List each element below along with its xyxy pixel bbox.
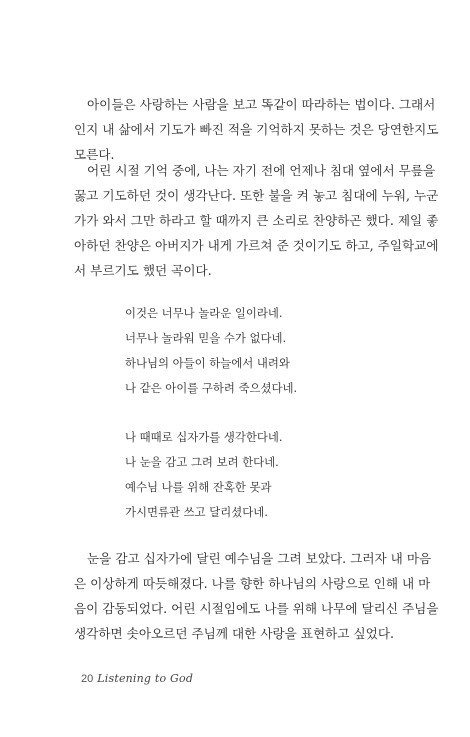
verse-line: 가시면류관 쓰고 달리셨다네. [125, 505, 268, 519]
text-line: 아하던 찬양은 아버지가 내게 가르쳐 준 것이기도 하고, 주일학교에 [74, 238, 439, 253]
verse-line: 나 때때로 십자가를 생각한다네. [125, 430, 283, 444]
running-title: Listening to God [97, 672, 194, 685]
text-line: 어린 시절 기억 중에, 나는 자기 전에 언제나 침대 옆에서 무릎을 [87, 163, 436, 178]
text-line: 눈을 감고 십자가에 달린 예수님을 그려 보았다. 그러자 내 마음 [87, 551, 432, 566]
verse-line: 나 같은 아이를 구하려 죽으셨다네. [125, 381, 298, 395]
text-line: 모른다. [74, 147, 115, 162]
paragraph-2 [74, 158, 439, 283]
text-line: 서 부르기도 했던 곡이다. [74, 263, 212, 278]
text-line: 인지 내 삶에서 기도가 빠진 적을 기억하지 못하는 것은 당연한지도 [74, 122, 439, 137]
text-line: 생각하면 솟아오르던 주님께 대한 사랑을 표현하고 싶었다. [74, 626, 394, 641]
page-footer [81, 672, 193, 685]
verse-line: 예수님 나를 위해 잔혹한 못과 [125, 480, 272, 494]
verse-line: 이것은 너무나 놀라운 일이라네. [125, 306, 283, 320]
paragraph-1 [74, 92, 439, 167]
page-number: 20 [81, 673, 94, 685]
paragraph-3 [74, 546, 439, 646]
verse-stanza-1 [125, 301, 297, 401]
verse-line: 하나님의 아들이 하늘에서 내려와 [125, 356, 290, 370]
text-line: 가가 와서 그만 하라고 할 때까지 큰 소리로 찬양하곤 했다. 제일 좋 [74, 213, 439, 228]
text-line: 아이들은 사랑하는 사람을 보고 똑같이 따라하는 법이다. 그래서 [87, 97, 436, 112]
verse-line: 너무나 놀라워 믿을 수가 없다네. [125, 331, 287, 345]
verse-stanza-2 [125, 425, 283, 525]
text-line: 은 이상하게 따듯해졌다. 나를 향한 하나님의 사랑으로 인해 내 마 [74, 576, 431, 591]
verse-line: 나 눈을 감고 그려 보려 한다네. [125, 455, 279, 469]
text-line: 꿇고 기도하던 것이 생각난다. 또한 불을 켜 놓고 침대에 누워, 누군 [74, 188, 439, 203]
text-line: 음이 감동되었다. 어린 시절임에도 나를 위해 나무에 달리신 주님을 [74, 601, 439, 616]
